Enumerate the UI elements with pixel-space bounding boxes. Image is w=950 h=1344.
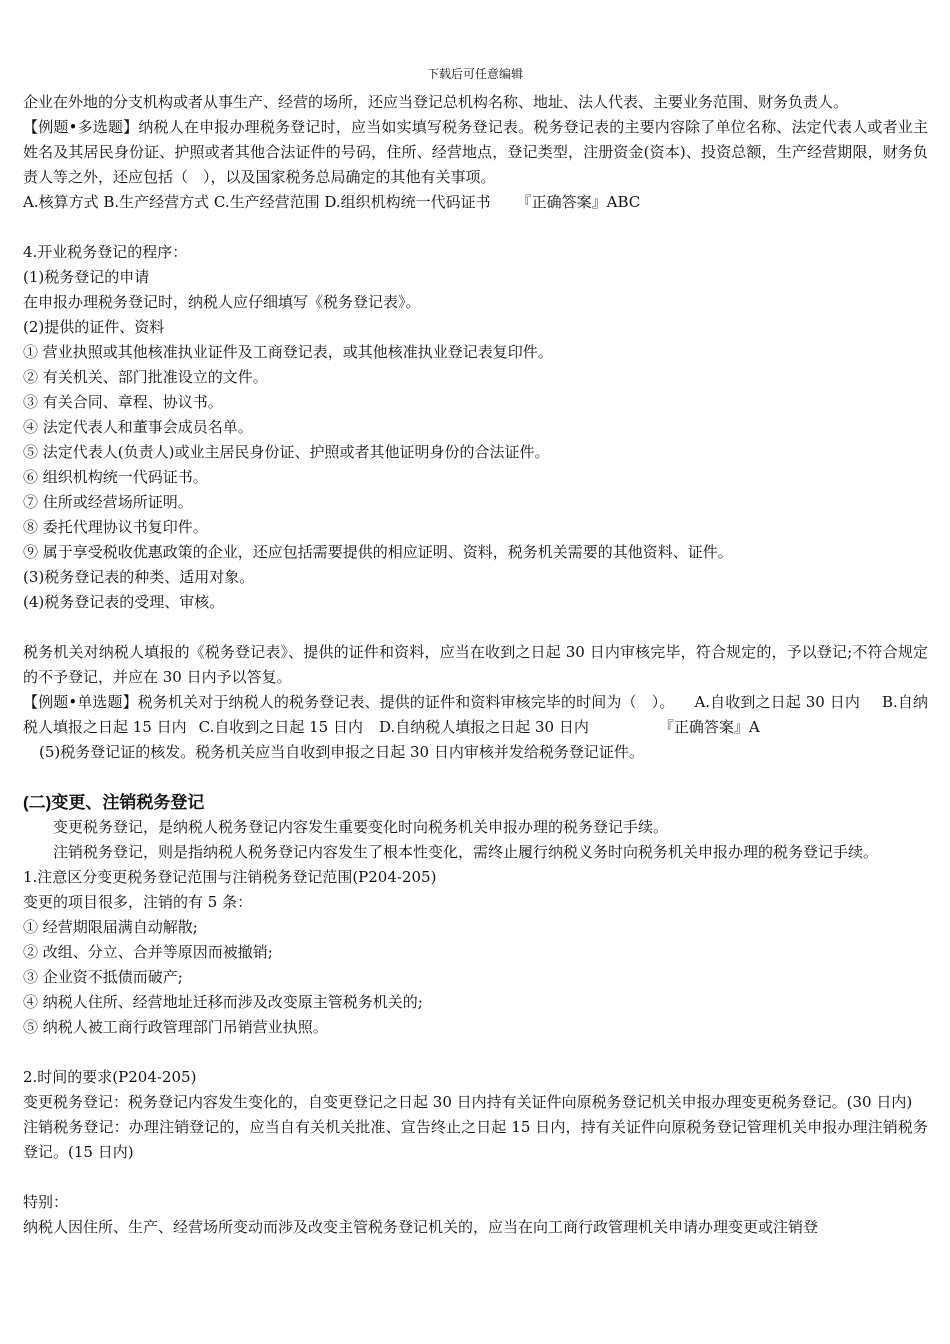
list-item: ⑨ 属于享受税收优惠政策的企业，还应包括需要提供的相应证明、资料，税务机关需要的其他资料、证件。 (23, 543, 733, 561)
example-multiple-choice-options (23, 190, 928, 215)
section-2-1-title: 1.注意区分变更税务登记范围与注销税务登记范围(P204-205) (23, 868, 437, 886)
document-body (23, 90, 928, 1240)
ex2-option-c: C.自收到之日起 15 日内 (198, 718, 363, 736)
section-4-1-title: (1)税务登记的申请 (23, 268, 150, 286)
list-item: ⑧ 委托代理协议书复印件。 (23, 518, 208, 536)
section-2-heading: (二)变更、注销税务登记 (23, 793, 205, 812)
list-item: ② 有关机关、部门批准设立的文件。 (23, 368, 268, 386)
list-item: ⑥ 组织机构统一代码证书。 (23, 468, 208, 486)
list-item: ① 经营期限届满自动解散; (23, 918, 198, 936)
special-text: 纳税人因住所、生产、经营场所变动而涉及改变主管税务登记机关的，应当在向工商行政管理机关申请办理变更或注销登 (23, 1218, 819, 1236)
paragraph-review: 税务机关对纳税人填报的《税务登记表》、提供的证件和资料，应当在收到之日起 30 日内审核完毕，符合规定的，予以登记;不符合规定的不予登记，并应在 30 日内予以答复。 (23, 643, 928, 686)
list-item: ② 改组、分立、合并等原因而被撤销; (23, 943, 273, 961)
section-2-2-change: 变更税务登记：税务登记内容发生变化的，自变更登记之日起 30 日内持有关证件向原税务登记机关申报办理变更税务登记。(30 日内) (23, 1093, 913, 1111)
ex2-option-a: A.自收到之日起 30 日内 (694, 693, 860, 711)
example-multiple-choice-question: 【例题•多选题】纳税人在申报办理税务登记时，应当如实填写税务登记表。税务登记表的主要内容除了单位名称、法定代表人或者业主姓名及其居民身份证、护照或者其他合法证件的号码，住所、经营地点，登记类型，注册资金(资本)、投资总额，生产经营期限，财务负责人等之外，还应包括（ ），以及国家税务总局确定的其他有关事项。 (23, 118, 928, 186)
list-item: ① 营业执照或其他核准执业证件及工商登记表，或其他核准执业登记表复印件。 (23, 343, 553, 361)
section-4-5: (5)税务登记证的核发。税务机关应当自收到申报之日起 30 日内审核并发给税务登记证件。 (39, 743, 644, 761)
ex2-answer: 『正确答案』A (658, 718, 760, 736)
section-2-1-intro: 变更的项目很多，注销的有 5 条： (23, 893, 253, 911)
ex1-answer: 『正确答案』ABC (516, 193, 641, 211)
page-header: 下载后可任意编辑 (426, 67, 523, 81)
section-2-paragraph-change: 变更税务登记，是纳税人税务登记内容发生重要变化时向税务机关申报办理的税务登记手续。 (53, 818, 669, 836)
example-single-choice (23, 690, 928, 740)
section-4-title: 4.开业税务登记的程序： (23, 243, 188, 261)
section-2-2-title: 2.时间的要求(P204-205) (23, 1068, 197, 1086)
section-2-2-cancel: 注销税务登记：办理注销登记的，应当自有关机关批准、宣告终止之日起 15 日内，持有关证件向原税务登记管理机关申报办理注销税务登记。(15 日内) (23, 1118, 928, 1161)
list-item: ③ 企业资不抵债而破产; (23, 968, 183, 986)
section-4-4-title: (4)税务登记表的受理、审核。 (23, 593, 225, 611)
list-item: ⑤ 法定代表人(负责人)或业主居民身份证、护照或者其他证明身份的合法证件。 (23, 443, 550, 461)
ex2-option-b: B.自纳税人填报之日起 15 日内 (23, 693, 928, 736)
special-title: 特别： (23, 1193, 69, 1211)
list-item: ⑦ 住所或经营场所证明。 (23, 493, 193, 511)
section-4-2-title: (2)提供的证件、资料 (23, 318, 165, 336)
list-item: ④ 纳税人住所、经营地址迁移而涉及改变原主管税务机关的; (23, 993, 423, 1011)
ex1-options: A.核算方式 B.生产经营方式 C.生产经营范围 D.组织机构统一代码证书 (23, 193, 491, 211)
ex2-question: 【例题•单选题】税务机关对于纳税人的税务登记表、提供的证件和资料审核完毕的时间为（ ）。 (23, 693, 675, 711)
list-item: ③ 有关合同、章程、协议书。 (23, 393, 223, 411)
paragraph-branch-registration: 企业在外地的分支机构或者从事生产、经营的场所，还应当登记总机构名称、地址、法人代表、主要业务范围、财务负责人。 (23, 93, 849, 111)
list-item: ⑤ 纳税人被工商行政管理部门吊销营业执照。 (23, 1018, 328, 1036)
list-item: ④ 法定代表人和董事会成员名单。 (23, 418, 253, 436)
section-2-paragraph-cancel: 注销税务登记，则是指纳税人税务登记内容发生了根本性变化，需终止履行纳税义务时向税务机关申报办理的税务登记手续。 (53, 843, 879, 861)
ex2-option-d: D.自纳税人填报之日起 30 日内 (378, 718, 589, 736)
section-4-3-title: (3)税务登记表的种类、适用对象。 (23, 568, 255, 586)
section-4-1-text: 在申报办理税务登记时，纳税人应仔细填写《税务登记表》。 (23, 293, 421, 311)
